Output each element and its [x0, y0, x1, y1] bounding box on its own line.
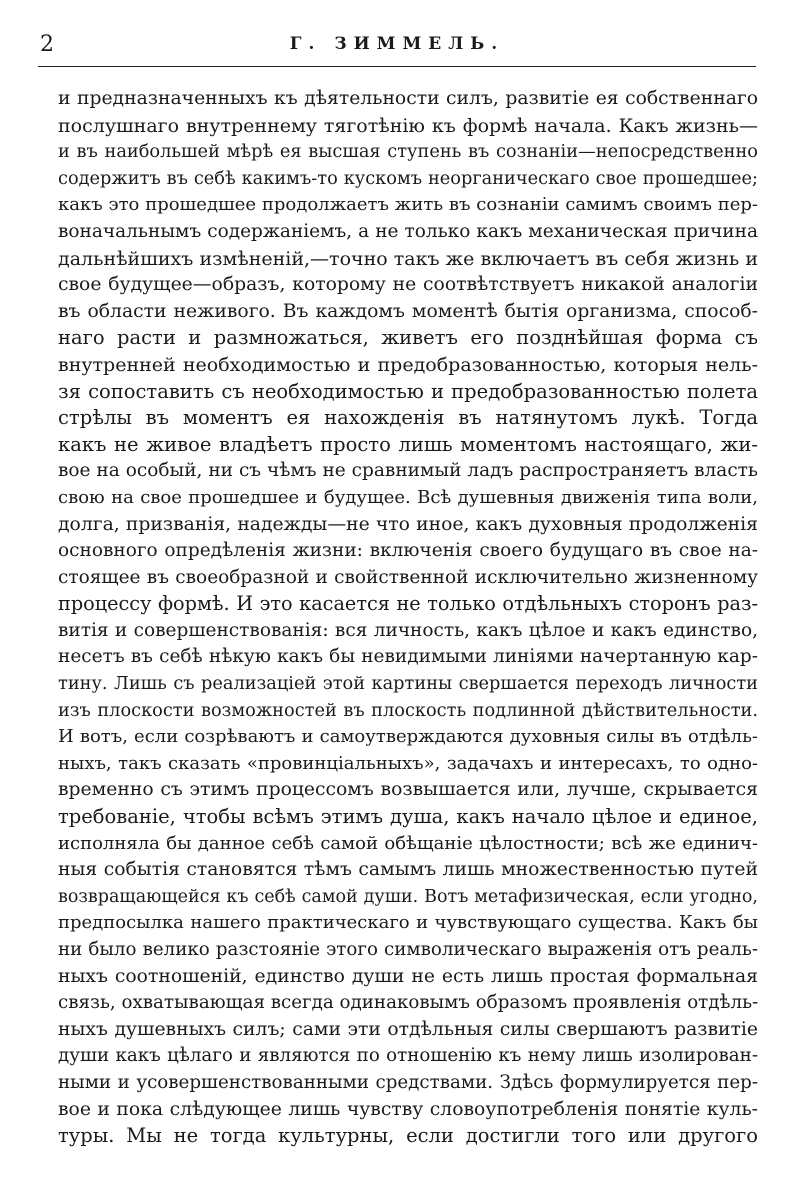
text-line: внутренней необходимостью и предобразованностью, которыя нель-: [58, 353, 758, 376]
text-line: тину. Лишь съ реализаціей этой картины свершается переходъ личности: [58, 674, 758, 695]
text-line: несетъ въ себѣ нѣкую какъ бы невидимыми линіями начертанную кар-: [58, 646, 758, 668]
page-number: 2: [40, 32, 54, 57]
text-line: ныхъ, такъ сказать «провинціальныхъ», задачахъ и интересахъ, то одно-: [58, 752, 758, 774]
text-line: дальнѣйшихъ измѣненій,—точно такъ же включаетъ въ себя жизнь и: [58, 247, 758, 270]
text-line: стоящее въ своеобразной и свойственной исключительно жизненному: [58, 566, 758, 588]
text-line: изъ плоскости возможностей въ плоскость подлинной дѣйствительности.: [58, 700, 758, 721]
text-line: и въ наибольшей мѣрѣ ея высшая ступень въ сознаніи—непосредственно: [58, 142, 758, 163]
text-line: ными и усовершенствованными средствами. Здѣсь формулируется пер-: [58, 1071, 758, 1093]
text-line: временно съ этимъ процессомъ возвышается или, лучше, скрывается: [58, 779, 758, 801]
text-line: наго расти и размножаться, живетъ его позднѣйшая форма съ: [58, 326, 758, 350]
text-line: витія и совершенствованія: вся личность, какъ цѣлое и какъ единство,: [58, 619, 758, 641]
text-line: вое на особый, ни съ чѣмъ не сравнимый ладъ распространяетъ власть: [58, 460, 758, 482]
text-line: содержитъ въ себѣ какимъ-то кускомъ неорганическаго свое прошедшее;: [58, 168, 758, 189]
text-line: воначальнымъ содержаніемъ, а не только какъ механическая причина: [58, 220, 758, 242]
text-line: исполняла бы данное себѣ самой обѣщаніе цѣлостности; всѣ же единич-: [58, 832, 758, 854]
text-line: процессу формѣ. И это касается не только отдѣльныхъ сторонъ раз-: [58, 592, 758, 616]
text-line: И вотъ, если созрѣваютъ и самоутверждаются духовныя силы въ отдѣль-: [58, 726, 758, 748]
text-line: требованіе, чтобы всѣмъ этимъ душа, какъ начало цѣлое и единое,: [58, 805, 758, 829]
text-line: въ области неживого. Въ каждомъ моментѣ бытія организма, способ-: [58, 300, 758, 322]
text-line: стрѣлы въ моментъ ея нахожденія въ натянутомъ лукѣ. Тогда: [58, 406, 758, 430]
text-line: связь, охватывающая всегда одинаковымъ образомъ проявленія отдѣль-: [58, 992, 758, 1014]
text-line: основного опредѣленія жизни: включенія своего будущаго въ свое на-: [58, 540, 758, 562]
text-line: какъ это прошедшее продолжаетъ жить въ сознаніи самимъ своимъ пер-: [58, 194, 758, 216]
text-line: возвращающейся къ себѣ самой души. Вотъ метафизическая, если угодно,: [58, 886, 758, 907]
text-line: туры. Мы не тогда культурны, если достигли того или другого: [58, 1124, 758, 1148]
text-line: ныхъ соотношеній, единство души не есть лишь простая формальная: [58, 965, 758, 987]
text-line: ни было велико разстояніе этого символическаго выраженія отъ реаль-: [58, 939, 758, 960]
page-header: [38, 22, 756, 67]
text-line: свое будущее—образъ, которому не соотвѣтствуетъ никакой аналогіи: [58, 274, 758, 296]
body-text: [58, 86, 758, 1150]
running-head: Г. ЗИММЕЛЬ.: [289, 34, 505, 54]
text-line: какъ не живое владѣетъ просто лишь моментомъ настоящаго, жи-: [58, 432, 758, 456]
text-line: свою на свое прошедшее и будущее. Всѣ душевныя движенія типа воли,: [58, 486, 758, 508]
text-line: души какъ цѣлаго и являются по отношенію къ нему лишь изолирован-: [58, 1045, 758, 1067]
text-line: предпосылка нашего практическаго и чувствующаго существа. Какъ бы: [58, 912, 758, 934]
text-line: зя сопоставить съ необходимостью и предобразованностью полета: [58, 379, 758, 403]
text-line: долга, призванія, надежды—не что иное, какъ духовныя продолженія: [58, 513, 758, 535]
text-line: послушнаго внутреннему тяготѣнію къ формѣ начала. Какъ жизнь—: [58, 114, 758, 137]
text-line: ныя событія становятся тѣмъ самымъ лишь множественностью путей: [58, 859, 758, 881]
text-line: ныхъ душевныхъ силъ; сами эти отдѣльныя силы свершаютъ развитіе: [58, 1018, 758, 1040]
text-line: вое и пока слѣдующее лишь чувству словоупотребленія понятіе куль-: [58, 1098, 758, 1120]
text-line: и предназначенныхъ къ дѣятельности силъ, развитіе ея собственнаго: [58, 88, 758, 109]
